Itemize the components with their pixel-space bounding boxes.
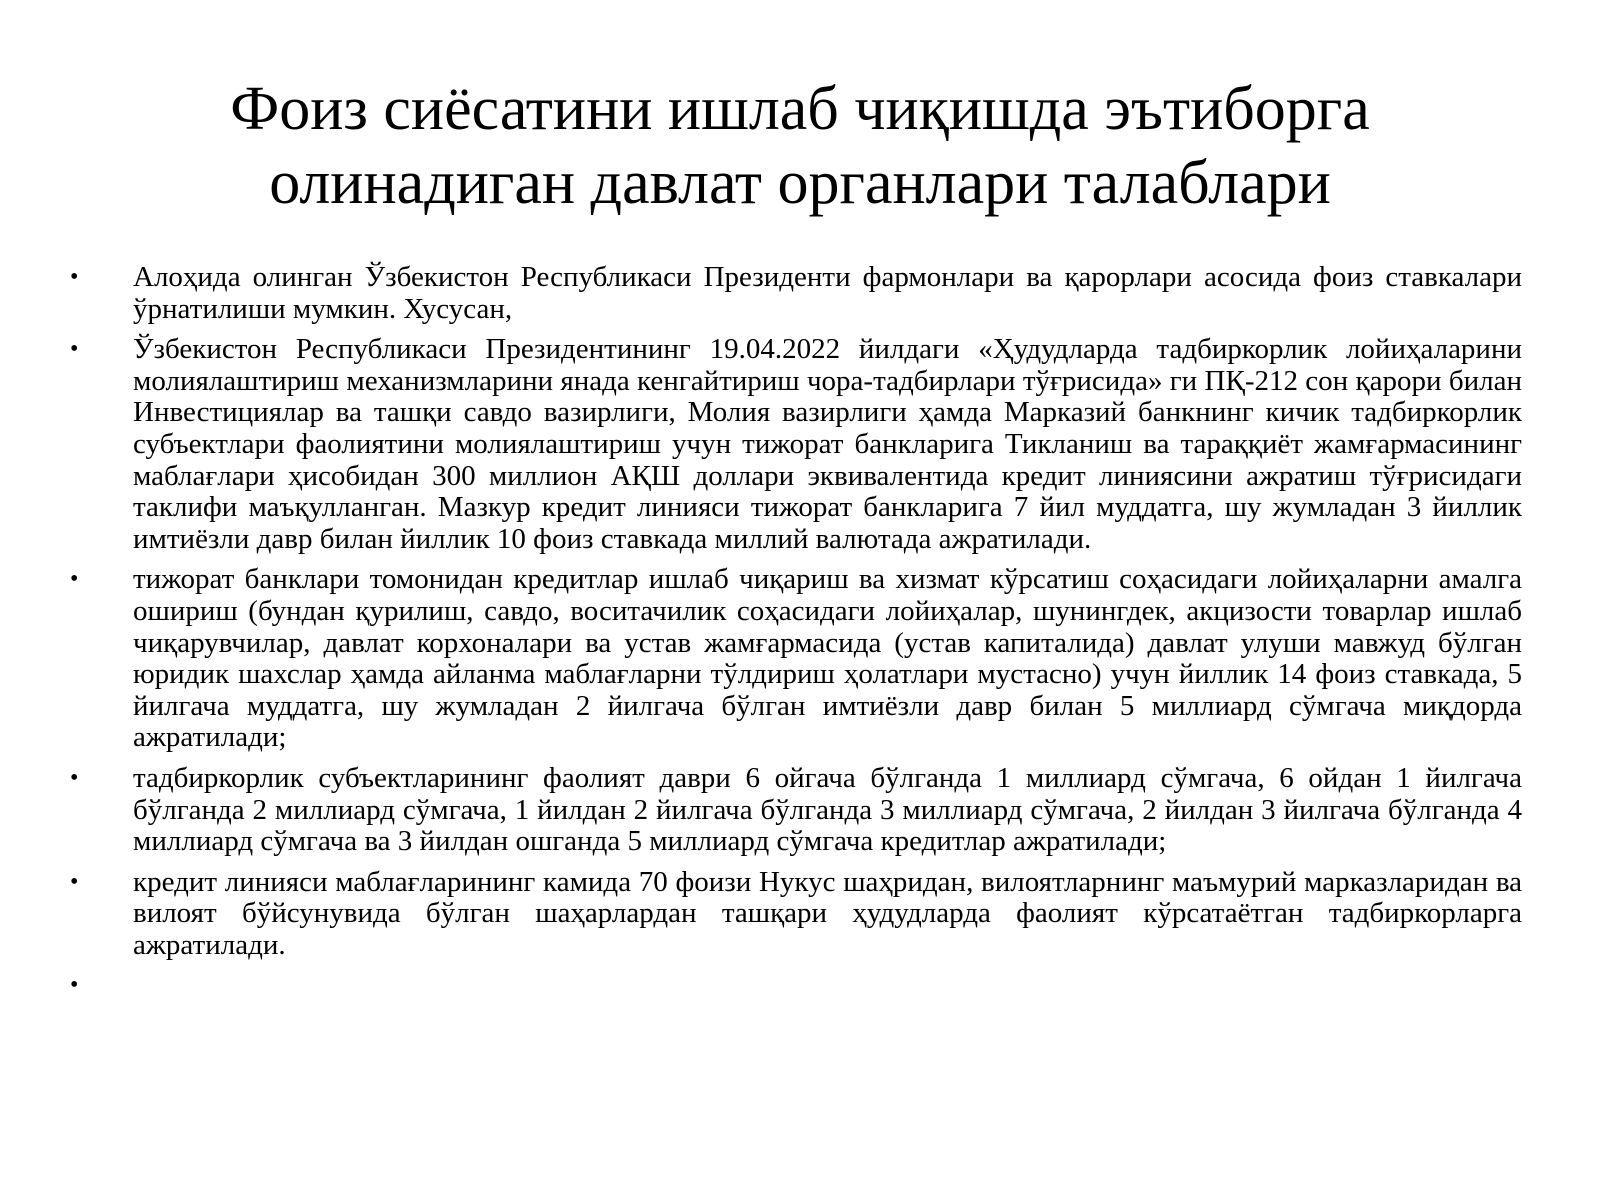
bullet-item-5 [0,867,1600,962]
bullet-text-3: тижорат банклари томонидан кредитлар ишлаб чиқариш ва хизмат кўрсатиш соҳасидаги лойиҳаларни амалга ошириш (бундан қурилиш, савдо, воситачилик соҳасидаги лойиҳалар, шунингдек, акцизости товарлар ишлаб чиқарувчилар, давлат корхоналари ва устав жамғармасида (устав капиталида) давлат улуши мавжуд бўлган юридик шахслар ҳамда айланма маблағларни тўлдириш ҳолатлари мустасно) учун йиллик 14 фоиз ставкада, 5 йилгача муддатга, шу жумладан 2 йилгача бўлган имтиёзли давр билан 5 миллиард сўмгача миқдорда ажратилади; [133,563,1522,754]
bullet-icon: • [70,972,79,999]
bullet-text-5: кредит линияси маблағларининг камида 70 фоизи Нукус шаҳридан, вилоятларнинг маъмурий марказларидан ва вилоят бўйсунувида бўлган шаҳарлардан ташқари ҳудудларда фаолият кўрсатаётган тадбиркорларга ажратилади. [133,865,1522,961]
bullet-item-1 [0,262,1600,325]
empty-bullet-placeholder [133,970,1522,1002]
bullet-icon: • [70,868,79,895]
bullet-text-2: Ўзбекистон Республикаси Президентининг 19.04.2022 йилдаги «Ҳудудларда тадбиркорлик лойиҳаларини молиялаштириш механизмларини янада кенгайтириш чора-тадбирлари тўғрисида» ги ПҚ-212 сон қарори билан Инвестициялар ва ташқи савдо вазирлиги, Молия вазирлиги ҳамда Марказий банкнинг кичик тадбиркорлик субъектлари фаолиятини молиялаштириш учун тижорат банкларига Тикланиш ва тараққиёт жамғармасининг маблағлари ҳисобидан 300 миллион АҚШ доллари эквивалентида кредит линиясини ажратиш тўғрисидаги таклифи маъқулланган. Мазкур кредит линияси тижорат банкларига 7 йил муддатга, шу жумладан 3 йиллик имтиёзли давр билан йиллик 10 фоиз ставкада миллий валютада ажратилади. [133,333,1522,555]
slide-title [80,72,1520,220]
bullet-icon: • [70,264,79,290]
bullet-text-4: тадбиркорлик субъектларининг фаолият даври 6 ойгача бўлганда 1 миллиард сўмгача, 6 ойдан 1 йилгача бўлганда 2 миллиард сўмгача, 1 йилдан 2 йилгача бўлганда 3 миллиард сўмгача, 2 йилдан 3 йилгача бўлганда 4 миллиард сўмгача ва 3 йилдан ошганда 5 миллиард сўмгача кредитлар ажратилади; [133,761,1522,858]
bullet-icon: • [70,336,79,363]
bullet-item-3 [0,564,1600,754]
bullet-item-empty [0,970,1600,1002]
bullet-item-4 [0,763,1600,858]
bullet-icon: • [70,566,79,593]
slide-title-line-1: Фоиз сиёсатини ишлаб чиқишда эътиборга [230,75,1370,143]
bullet-icon: • [70,764,79,791]
bullet-text-1: Алоҳида олинган Ўзбекистон Республикаси Президенти фармонлари ва қарорлари асосида фоиз ставкалари ўрнатилиши мумкин. Хусусан, [133,261,1522,325]
bullet-list [0,262,1600,1011]
bullet-item-2 [0,334,1600,555]
slide-title-line-2: олинадиган давлат органлари талаблари [269,149,1331,217]
